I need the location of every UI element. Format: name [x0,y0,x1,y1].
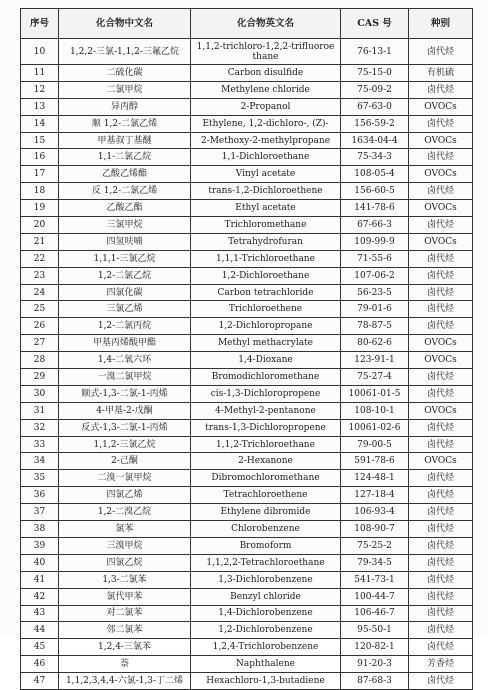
table-row [21,554,473,571]
en-name-cell: 1,1,2-Trichloroethane [191,436,341,453]
cas-cell: 108-90-7 [341,521,409,538]
index-cell: 11 [21,65,59,82]
cn-name-cell: 一溴二氯甲烷 [59,369,191,386]
table-body [21,39,473,690]
table-row [21,639,473,656]
en-name-cell: 1,3-Dichlorobenzene [191,571,341,588]
cn-name-cell: 三氯甲烷 [59,217,191,234]
cas-cell: 156-60-5 [341,183,409,200]
en-name-cell: Bromoform [191,537,341,554]
cas-cell: 75-27-4 [341,369,409,386]
cn-name-cell: 顺式-1,3-二氯-1-丙烯 [59,385,191,402]
cas-cell: 100-44-7 [341,588,409,605]
table-row [21,369,473,386]
cas-cell: 79-00-5 [341,436,409,453]
category-cell: 卤代烃 [409,217,473,234]
en-name-cell: Bromodichloromethane [191,369,341,386]
en-name-cell: Tetrahydrofuran [191,233,341,250]
cn-name-cell: 1,4-二氧六环 [59,352,191,369]
category-cell: 卤代烃 [409,521,473,538]
table-row [21,605,473,622]
cas-cell: 79-34-5 [341,554,409,571]
cn-name-cell: 二氯甲烷 [59,81,191,98]
category-cell: 卤代烃 [409,149,473,166]
cn-name-cell: 四氢呋喃 [59,233,191,250]
index-cell: 31 [21,402,59,419]
cas-cell: 67-63-0 [341,98,409,115]
index-cell: 12 [21,81,59,98]
cn-name-cell: 1,1-二氯乙烷 [59,149,191,166]
cn-name-cell: 氯苯 [59,521,191,538]
table-row [21,352,473,369]
cn-name-cell: 1,1,2,3,4,4-六氯-1,3-丁二烯 [59,673,191,690]
cn-name-cell: 二硫化碳 [59,65,191,82]
table-row [21,132,473,149]
index-cell: 36 [21,487,59,504]
index-cell: 25 [21,301,59,318]
table-row [21,233,473,250]
category-cell: 卤代烃 [409,419,473,436]
table-row [21,385,473,402]
cas-cell: 56-23-5 [341,284,409,301]
cas-cell: 127-18-4 [341,487,409,504]
cn-name-cell: 1,1,1-三氯乙烷 [59,250,191,267]
table-row [21,504,473,521]
index-cell: 13 [21,98,59,115]
category-cell: 卤代烃 [409,81,473,98]
category-cell: 卤代烃 [409,571,473,588]
index-cell: 27 [21,335,59,352]
cn-name-cell: 1,2,2-三氯-1,1,2-三氟乙烷 [59,39,191,65]
index-cell: 46 [21,656,59,673]
cn-name-cell: 氯代甲苯 [59,588,191,605]
table-row [21,166,473,183]
en-name-cell: 1,4-Dichlorobenzene [191,605,341,622]
index-cell: 26 [21,318,59,335]
table-row [21,419,473,436]
cn-name-cell: 1,2-二溴乙烷 [59,504,191,521]
en-name-cell: 1,2-Dichloroethane [191,267,341,284]
category-cell: 卤代烃 [409,369,473,386]
index-cell: 19 [21,200,59,217]
cas-cell: 120-82-1 [341,639,409,656]
index-cell: 33 [21,436,59,453]
cn-name-cell: 4-甲基-2-戊酮 [59,402,191,419]
table-row [21,673,473,690]
compound-table [20,8,473,690]
en-name-cell: trans-1,3-Dichloropropene [191,419,341,436]
cn-name-cell: 异丙醇 [59,98,191,115]
cas-cell: 91-20-3 [341,656,409,673]
category-cell: OVOCs [409,335,473,352]
table-row [21,571,473,588]
cas-cell: 76-13-1 [341,39,409,65]
en-name-cell: 1,2-Dichloropropane [191,318,341,335]
index-cell: 24 [21,284,59,301]
category-cell: 卤代烃 [409,554,473,571]
en-name-cell: Benzyl chloride [191,588,341,605]
cas-cell: 108-05-4 [341,166,409,183]
index-cell: 20 [21,217,59,234]
cas-cell: 106-93-4 [341,504,409,521]
cas-cell: 71-55-6 [341,250,409,267]
cn-name-cell: 1,1,2-三氯乙烷 [59,436,191,453]
category-cell: OVOCs [409,98,473,115]
cas-cell: 10061-01-5 [341,385,409,402]
category-cell: OVOCs [409,200,473,217]
category-cell: 卤代烃 [409,487,473,504]
en-name-cell: 1,1-Dichloroethane [191,149,341,166]
table-row [21,98,473,115]
cas-cell: 95-50-1 [341,622,409,639]
header-cn-name: 化合物中文名 [59,9,191,39]
en-name-cell: Vinyl acetate [191,166,341,183]
table-row [21,537,473,554]
index-cell: 34 [21,453,59,470]
cn-name-cell: 反 1,2-二氯乙烯 [59,183,191,200]
en-name-cell: Ethylene dibromide [191,504,341,521]
cas-cell: 109-99-9 [341,233,409,250]
category-cell: 卤代烃 [409,284,473,301]
en-name-cell: Ethylene, 1,2-dichloro-, (Z)- [191,115,341,132]
table-row [21,183,473,200]
index-cell: 17 [21,166,59,183]
cn-name-cell: 二溴一氯甲烷 [59,470,191,487]
table-row [21,656,473,673]
index-cell: 16 [21,149,59,166]
category-cell: 卤代烃 [409,673,473,690]
index-cell: 15 [21,132,59,149]
cn-name-cell: 1,2-二氯乙烷 [59,267,191,284]
en-name-cell: 4-Methyl-2-pentanone [191,402,341,419]
cas-cell: 141-78-6 [341,200,409,217]
en-name-cell: 2-Propanol [191,98,341,115]
cas-cell: 107-06-2 [341,267,409,284]
table-row [21,284,473,301]
table-row [21,487,473,504]
en-name-cell: 1,1,2,2-Tetrachloroethane [191,554,341,571]
cn-name-cell: 顺 1,2-二氯乙烯 [59,115,191,132]
cn-name-cell: 四氯乙烷 [59,554,191,571]
cn-name-cell: 对二氯苯 [59,605,191,622]
cn-name-cell: 甲基丙烯酸甲酯 [59,335,191,352]
index-cell: 30 [21,385,59,402]
en-name-cell: Chlorobenzene [191,521,341,538]
index-cell: 22 [21,250,59,267]
cas-cell: 75-25-2 [341,537,409,554]
table-row [21,453,473,470]
index-cell: 44 [21,622,59,639]
table-row [21,402,473,419]
cas-cell: 75-15-0 [341,65,409,82]
category-cell: 卤代烃 [409,183,473,200]
category-cell: 卤代烃 [409,250,473,267]
en-name-cell: Tetrachloroethene [191,487,341,504]
index-cell: 29 [21,369,59,386]
table-row [21,267,473,284]
en-name-cell: Ethyl acetate [191,200,341,217]
category-cell: 芳香烃 [409,656,473,673]
cas-cell: 67-66-3 [341,217,409,234]
table-row [21,65,473,82]
table-row [21,217,473,234]
table-row [21,521,473,538]
category-cell: OVOCs [409,352,473,369]
en-name-cell: Carbon disulfide [191,65,341,82]
en-name-cell: 1,2,4-Trichlorobenzene [191,639,341,656]
category-cell: 卤代烃 [409,588,473,605]
header-en-name: 化合物英文名 [191,9,341,39]
en-name-cell: 1,2-Dichlorobenzene [191,622,341,639]
index-cell: 37 [21,504,59,521]
en-name-cell: cis-1,3-Dichloropropene [191,385,341,402]
cn-name-cell: 乙酸乙酯 [59,200,191,217]
category-cell: 卤代烃 [409,605,473,622]
table-row [21,335,473,352]
cas-cell: 1634-04-4 [341,132,409,149]
cas-cell: 79-01-6 [341,301,409,318]
table-row [21,115,473,132]
index-cell: 43 [21,605,59,622]
cn-name-cell: 甲基叔丁基醚 [59,132,191,149]
cas-cell: 87-68-3 [341,673,409,690]
cas-cell: 78-87-5 [341,318,409,335]
cas-cell: 123-91-1 [341,352,409,369]
table-row [21,250,473,267]
category-cell: 有机硫 [409,65,473,82]
category-cell: 卤代烃 [409,318,473,335]
category-cell: OVOCs [409,166,473,183]
cas-cell: 10061-02-6 [341,419,409,436]
category-cell: 卤代烃 [409,39,473,65]
cn-name-cell: 1,3-二氯苯 [59,571,191,588]
cas-cell: 156-59-2 [341,115,409,132]
index-cell: 35 [21,470,59,487]
cn-name-cell: 2-己酮 [59,453,191,470]
table-header-row [21,9,473,39]
table-row [21,588,473,605]
cn-name-cell: 乙酸乙烯酯 [59,166,191,183]
category-cell: OVOCs [409,402,473,419]
category-cell: 卤代烃 [409,385,473,402]
category-cell: 卤代烃 [409,470,473,487]
cn-name-cell: 1,2,4-三氯苯 [59,639,191,656]
en-name-cell: Carbon tetrachloride [191,284,341,301]
en-name-cell: trans-1,2-Dichloroethene [191,183,341,200]
table-row [21,200,473,217]
header-category: 种别 [409,9,473,39]
en-name-cell: 1,1,1-Trichloroethane [191,250,341,267]
cas-cell: 80-62-6 [341,335,409,352]
category-cell: 卤代烃 [409,436,473,453]
en-name-cell: 1,4-Dioxane [191,352,341,369]
table-row [21,436,473,453]
category-cell: 卤代烃 [409,115,473,132]
table-row [21,318,473,335]
en-name-cell: Trichloroethene [191,301,341,318]
cas-cell: 106-46-7 [341,605,409,622]
cn-name-cell: 三溴甲烷 [59,537,191,554]
index-cell: 32 [21,419,59,436]
cas-cell: 108-10-1 [341,402,409,419]
table-row [21,39,473,65]
cas-cell: 541-73-1 [341,571,409,588]
index-cell: 39 [21,537,59,554]
index-cell: 28 [21,352,59,369]
category-cell: 卤代烃 [409,537,473,554]
category-cell: 卤代烃 [409,301,473,318]
index-cell: 41 [21,571,59,588]
index-cell: 42 [21,588,59,605]
table-row [21,470,473,487]
category-cell: OVOCs [409,453,473,470]
en-name-cell: Trichloromethane [191,217,341,234]
index-cell: 40 [21,554,59,571]
index-cell: 45 [21,639,59,656]
table-row [21,149,473,166]
cn-name-cell: 萘 [59,656,191,673]
cas-cell: 591-78-6 [341,453,409,470]
en-name-cell: 1,1,2-trichloro-1,2,2-trifluoroe thane [191,39,341,65]
en-name-cell: 2-Methoxy-2-methylpropane [191,132,341,149]
cn-name-cell: 邻二氯苯 [59,622,191,639]
table-row [21,301,473,318]
cas-cell: 124-48-1 [341,470,409,487]
table-row [21,622,473,639]
cn-name-cell: 四氯乙烯 [59,487,191,504]
en-name-cell: Dibromochloromethane [191,470,341,487]
index-cell: 23 [21,267,59,284]
cas-cell: 75-09-2 [341,81,409,98]
index-cell: 38 [21,521,59,538]
en-name-cell: Methylene chloride [191,81,341,98]
header-cas: CAS 号 [341,9,409,39]
en-name-cell: 2-Hexanone [191,453,341,470]
category-cell: 卤代烃 [409,622,473,639]
category-cell: 卤代烃 [409,267,473,284]
en-name-cell: Naphthalene [191,656,341,673]
cas-cell: 75-34-3 [341,149,409,166]
index-cell: 14 [21,115,59,132]
table-row [21,81,473,98]
en-name-cell: Hexachloro-1,3-butadiene [191,673,341,690]
header-index: 序号 [21,9,59,39]
index-cell: 10 [21,39,59,65]
index-cell: 47 [21,673,59,690]
cn-name-cell: 1,2-二氯丙烷 [59,318,191,335]
category-cell: 卤代烃 [409,504,473,521]
cn-name-cell: 四氯化碳 [59,284,191,301]
index-cell: 18 [21,183,59,200]
cn-name-cell: 三氯乙烯 [59,301,191,318]
category-cell: OVOCs [409,233,473,250]
cn-name-cell: 反式-1,3-二氯-1-丙烯 [59,419,191,436]
index-cell: 21 [21,233,59,250]
category-cell: 卤代烃 [409,639,473,656]
category-cell: OVOCs [409,132,473,149]
en-name-cell: Methyl methacrylate [191,335,341,352]
